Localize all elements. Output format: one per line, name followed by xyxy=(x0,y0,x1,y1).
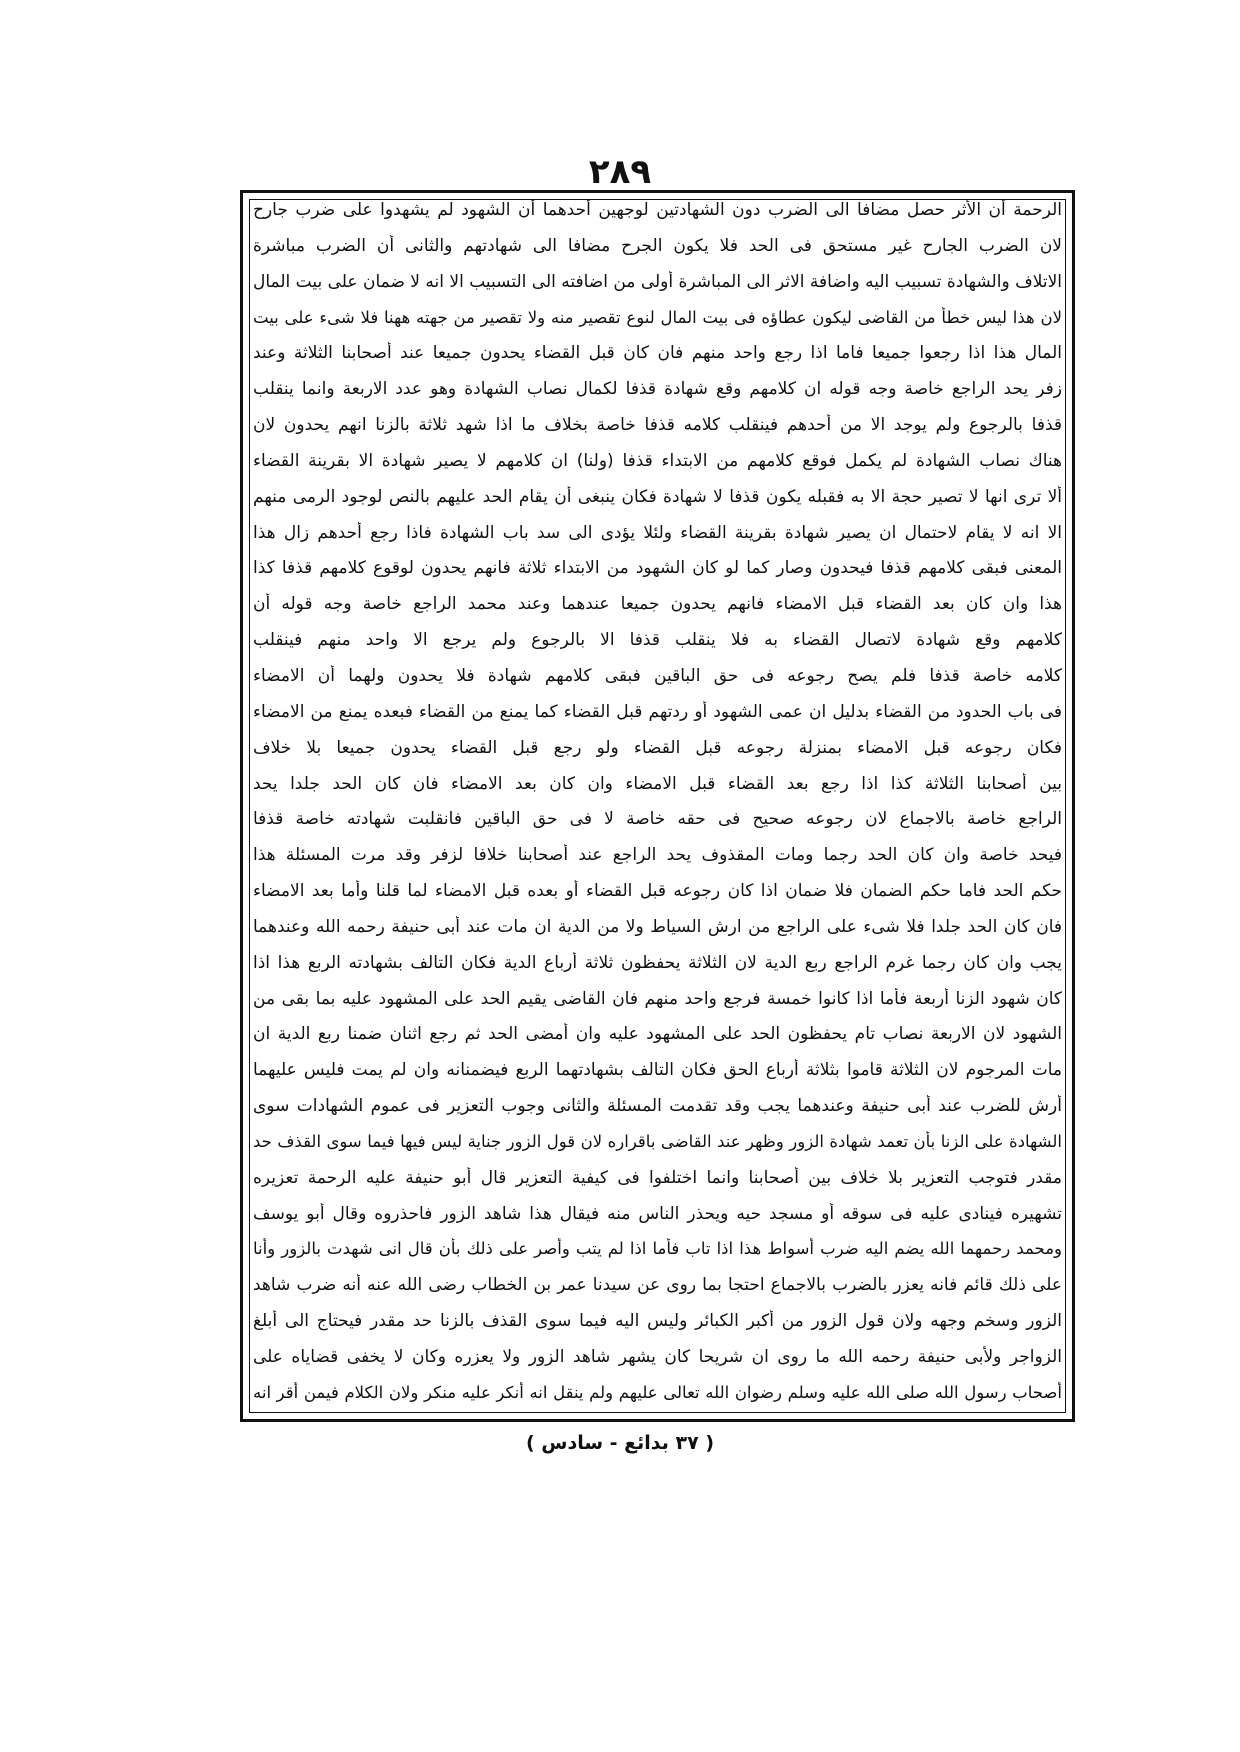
text-line: ألا ترى انها لا تصير حجة الا به فقبله يكون قذفا لا شهادة فكان ينبغى أن يقام الحد عليهم بالنص لوجود الرمى منهم xyxy=(253,486,1062,507)
text-line: لان الضرب الجارح غير مستحق فى الحد فلا يكون الجرح مضافا الى شهادتهم والثانى أن الضرب مباشرة xyxy=(253,235,1062,256)
text-line: ومحمد رحمهما الله يضم اليه ضرب أسواط هذا اذا تاب فأما اذا لم يتب وأصر على ذلك بأن قال انى شهدت بالزور وأنا xyxy=(253,1239,1062,1259)
text-line: كلامهم وقع شهادة لاتصال القضاء به فلا ينقلب قذفا الا بالرجوع ولم يرجع الا واحد منهم فينقلب xyxy=(253,630,1062,651)
text-line: أصحاب رسول الله صلى الله عليه وسلم رضوان الله تعالى عليهم ولم ينقل انه أنكر عليه منكر ولان الكلام فيمن أقر انه xyxy=(253,1382,1062,1402)
text-line: بين أصحابنا الثلاثة كذا اذا رجع بعد القضاء قبل الامضاء وان كان بعد الامضاء فان كان الحد جلدا يحد xyxy=(253,773,1062,794)
text-line: الا انه لا يقام لاحتمال ان يصير شهادة بقرينة القضاء ولئلا يؤدى الى سد باب الشهادة فاذا رجع أحدهم زال هذا xyxy=(253,522,1062,543)
text-line: الاتلاف والشهادة تسبيب اليه واضافة الاثر الى المباشرة أولى من اضافته الى التسبيب الا انه لا ضمان على بيت المال xyxy=(253,271,1062,292)
text-line: مقدر فتوجب التعزير بلا خلاف بين أصحابنا وانما اختلفوا فى كيفية التعزير قال أبو حنيفة عليه الرحمة تعزيره xyxy=(253,1167,1062,1188)
text-frame xyxy=(240,190,1075,1422)
text-line: أرش للضرب عند أبى حنيفة وعندهما يجب وقد تقدمت المسئلة والثانى وجوب التعزير فى عموم الشهادات سوى xyxy=(253,1096,1062,1117)
text-line: فكان رجوعه قبل الامضاء بمنزلة رجوعه قبل القضاء ولو رجع قبل القضاء يحدون جميعا بلا خلاف xyxy=(253,737,1062,758)
text-line: فى باب الحدود من القضاء بدليل ان عمى الشهود أو ردتهم قبل القضاء كما يمنع من القضاء فبعده يمنع من الامضاء xyxy=(253,701,1062,722)
text-line: الشهادة على الزنا بأن تعمد شهادة الزور وظهر عند القاضى باقراره لان قول الزور جناية ليس فيها فيما سوى القذف حد xyxy=(253,1131,1062,1151)
signature-footer: ( ٣٧ بدائع - سادس ) xyxy=(525,1432,715,1454)
text-line: فيحد خاصة وان كان الحد رجما ومات المقذوف يحد الراجع عند أصحابنا خلافا لزفر وقد مرت المسئلة هذا xyxy=(253,845,1062,866)
text-line: يجب وان كان رجما غرم الراجع ربع الدية لان الثلاثة يحفظون ثلاثة أرباع الدية فكان التالف بشهادته الربع هذا اذا xyxy=(253,952,1062,973)
text-line: قذفا بالرجوع ولم يوجد الا من أحدهم فينقلب كلامه قذفا خاصة بخلاف ما اذا شهد ثلاثة بالزنا انهم يحدون لان xyxy=(253,415,1062,436)
text-line: هناك نصاب الشهادة لم يكمل فوقع كلامهم من الابتداء قذفا (ولنا) ان كلامهم لا يصير شهادة الا بقرينة القضاء xyxy=(253,450,1062,471)
text-line: حكم الحد فاما حكم الضمان فلا ضمان اذا كان رجوعه قبل القضاء أو بعده قبل الامضاء لما قلنا وأما بعد الامضاء xyxy=(253,881,1062,902)
text-line: الشهود لان الاربعة نصاب تام يحفظون الحد على المشهود عليه وان أمضى الحد ثم رجع اثنان ضمنا ربع الدية ان xyxy=(253,1024,1062,1045)
text-line: المعنى فبقى كلامهم قذفا فيحدون وصار كما لو كان الشهود من الابتداء ثلاثة فانهم يحدون لوقوع كلامهم قذفا كذا xyxy=(253,558,1062,579)
text-line: زفر يحد الراجع خاصة وجه قوله ان كلامهم وقع شهادة قذفا لكمال نصاب الشهادة وهو عدد الاربعة وانما ينقلب xyxy=(253,379,1062,400)
text-line: الراجع خاصة بالاجماع لان رجوعه صحيح فى حقه خاصة لا فى حق الباقين فانقلبت شهادته خاصة قذفا xyxy=(253,809,1062,830)
text-line: المال هذا اذا رجعوا جميعا فاما اذا رجع واحد منهم فان كان قبل القضاء يحدون جميعا عند أصحابنا الثلاثة وعند xyxy=(253,343,1062,364)
text-line: الزواجر ولأبى حنيفة رحمه الله ما روى ان شريحا كان يشهر شاهد الزور ولا يعزره وكان لا يخفى قضاياه على xyxy=(253,1347,1062,1367)
text-line: كلامه خاصة قذفا فلم يصح رجوعه فى حق الباقين فبقى كلامهم شهادة فلا يحدون ولهما أن الامضاء xyxy=(253,665,1062,686)
text-line: فان كان الحد جلدا فلا شىء على الراجع من ارش السياط ولا من الدية ان مات عند أبى حنيفة رحمه الله وعندهما xyxy=(253,916,1062,937)
text-line: هذا وان كان بعد القضاء قبل الامضاء فانهم يحدون جميعا عندهما وعند محمد الراجع خاصة وجه قوله أن xyxy=(253,594,1062,615)
text-line: كان شهود الزنا أربعة فأما اذا كانوا خمسة فرجع واحد منهم فان القاضى يقيم الحد على المشهود عليه بما بقى من xyxy=(253,988,1062,1009)
text-line: الرحمة أن الأثر حصل مضافا الى الضرب دون الشهادتين لوجهين أحدهما أن الشهود لم يشهدوا على ضرب جارح xyxy=(253,200,1062,220)
text-line: لان هذا ليس خطأ من القاضى ليكون عطاؤه فى بيت المال لنوع تقصير منه ولا تقصير من جهته ههنا فلا شىء على بيت xyxy=(253,307,1062,327)
body-text xyxy=(253,199,1062,1413)
text-line: مات المرجوم لان الثلاثة قاموا بثلاثة أرباع الحق فكان التالف بشهادتهما الربع فيضمنانه وان لم يمت فليس عليهما xyxy=(253,1060,1062,1081)
text-line: الزور وسخم وجهه ولان قول الزور من أكبر الكبائر وليس اليه فيما سوى القذف بالزنا حد مقدر فيحتاج الى أبلغ xyxy=(253,1311,1062,1332)
text-line: على ذلك قائم فانه يعزر بالضرب بالاجماع احتجا بما روى عن سيدنا عمر بن الخطاب رضى الله عنه أنه ضرب شاهد xyxy=(253,1275,1062,1296)
page-number: ٢٨٩ xyxy=(588,152,652,192)
text-line: تشهيره فينادى عليه فى سوقه أو مسجد حيه ويحذر الناس منه فيقال هذا شاهد الزور فاحذروه وقال أبو يوسف xyxy=(253,1203,1062,1224)
